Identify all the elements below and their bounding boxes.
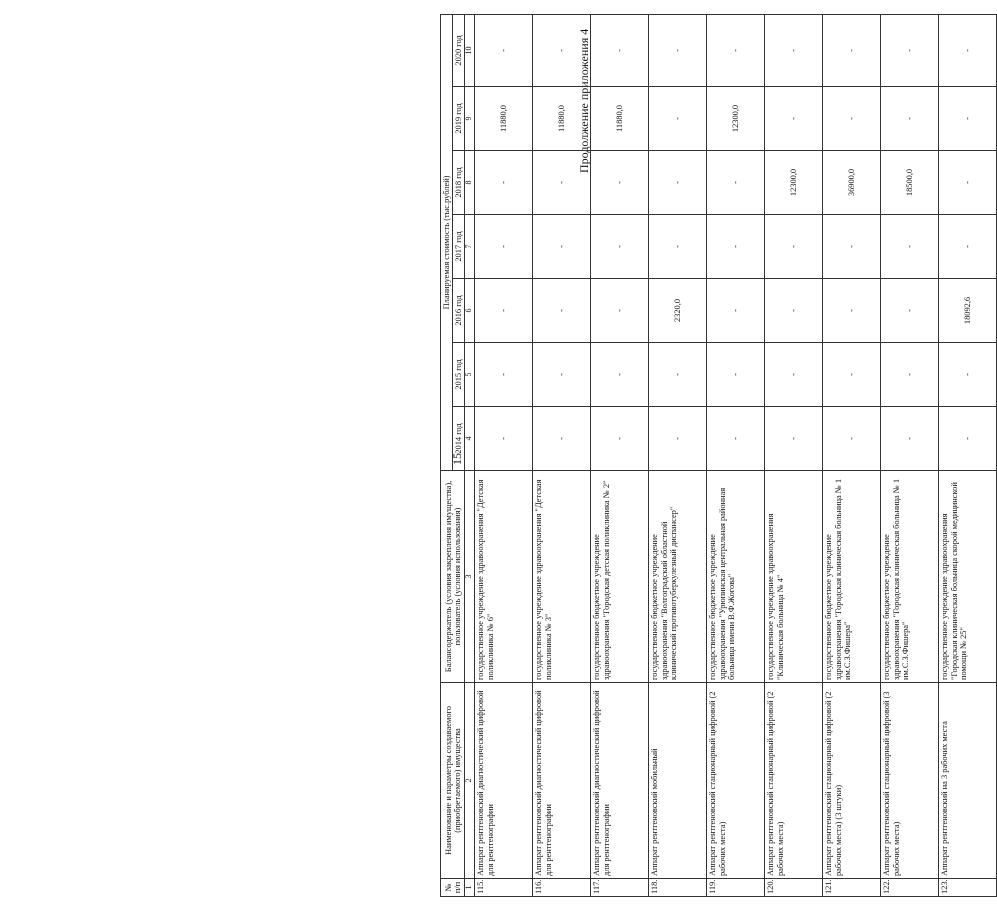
property-name: Аппарат рентгеновский диагностический цифровой для рентгенографии — [533, 683, 591, 879]
property-name: Аппарат рентгеновский на 3 рабочих места — [939, 683, 997, 879]
cost-value: - — [881, 279, 939, 343]
balance-holder: государственное бюджетное учреждение здравоохранения "Городская клиническая больница № 1 им.С.З.Фишера" — [823, 471, 881, 683]
cost-value: - — [881, 87, 939, 151]
property-name: Аппарат рентгеновский стационарный цифровой (2 рабочих места) (3 штуки) — [823, 683, 881, 879]
property-name: Аппарат рентгеновский стационарный цифровой (3 рабочих места) — [881, 683, 939, 879]
header-year: 2018 год — [453, 151, 465, 215]
cost-value: - — [591, 343, 649, 407]
cost-value: - — [881, 343, 939, 407]
property-table — [440, 14, 997, 897]
cost-value: - — [823, 87, 881, 151]
column-index: 5 — [465, 343, 475, 407]
table-row — [881, 14, 939, 896]
balance-holder: государственное бюджетное учреждение здравоохранения "Волгоградский областной клинический противотуберкулезный диспансер" — [649, 471, 707, 683]
header-year: 2014 год — [453, 407, 465, 471]
cost-value: - — [707, 343, 765, 407]
cost-value: 11880,0 — [533, 87, 591, 151]
cost-value: - — [765, 279, 823, 343]
cost-value: - — [881, 14, 939, 86]
table-row — [939, 14, 997, 896]
row-number: 116. — [533, 879, 591, 897]
cost-value: 11880,0 — [475, 87, 533, 151]
header-year: 2020 год — [453, 14, 465, 86]
header-num: № п/п — [441, 879, 465, 897]
cost-value: - — [533, 343, 591, 407]
cost-value: - — [939, 151, 997, 215]
cost-value: - — [707, 215, 765, 279]
cost-value: - — [823, 279, 881, 343]
table-row — [533, 14, 591, 896]
cost-value: 12300,0 — [707, 87, 765, 151]
property-name: Аппарат рентгеновский мобильный — [649, 683, 707, 879]
cost-value: - — [591, 215, 649, 279]
column-index: 7 — [465, 215, 475, 279]
cost-value: - — [533, 215, 591, 279]
cost-value: - — [649, 215, 707, 279]
row-number: 118. — [649, 879, 707, 897]
cost-value: - — [591, 14, 649, 86]
cost-value: - — [881, 215, 939, 279]
column-index-row — [465, 14, 475, 896]
property-name: Аппарат рентгеновский стационарный цифровой (2 рабочих места) — [765, 683, 823, 879]
table-row — [591, 14, 649, 896]
cost-value: - — [475, 279, 533, 343]
cost-value: - — [939, 87, 997, 151]
cost-value: - — [475, 215, 533, 279]
cost-value: - — [707, 279, 765, 343]
cost-value: - — [823, 215, 881, 279]
column-index: 9 — [465, 87, 475, 151]
row-number: 115. — [475, 879, 533, 897]
header-planned-cost: Планируемая стоимость (тыс.рублей) — [441, 14, 453, 470]
column-index: 10 — [465, 14, 475, 86]
header-year: 2019 год — [453, 87, 465, 151]
column-index: 1 — [465, 879, 475, 897]
cost-value: - — [533, 279, 591, 343]
page-number: 15 — [450, 453, 464, 465]
cost-value: - — [649, 407, 707, 471]
header-year: 2016 год — [453, 279, 465, 343]
cost-value: - — [823, 14, 881, 86]
row-number: 123. — [939, 879, 997, 897]
cost-value: - — [707, 14, 765, 86]
cost-value: - — [533, 14, 591, 86]
cost-value: - — [765, 14, 823, 86]
cost-value: - — [939, 215, 997, 279]
cost-value: - — [765, 407, 823, 471]
cost-value: - — [939, 343, 997, 407]
column-index: 4 — [465, 407, 475, 471]
cost-value: - — [823, 407, 881, 471]
balance-holder: государственное учреждение здравоохранения "Детская поликлиника № 3" — [533, 471, 591, 683]
balance-holder: государственное бюджетное учреждение здравоохранения "Городская детская поликлиника № 2" — [591, 471, 649, 683]
cost-value: 11880,0 — [591, 87, 649, 151]
cost-value: - — [533, 151, 591, 215]
cost-value: - — [649, 343, 707, 407]
cost-value: - — [765, 87, 823, 151]
balance-holder: государственное учреждение здравоохранения "Детская поликлиника № 6" — [475, 471, 533, 683]
table-row — [707, 14, 765, 896]
cost-value: 18092,6 — [939, 279, 997, 343]
cost-value: - — [591, 407, 649, 471]
balance-holder: государственное учреждение здравоохранения "Клиническая больница № 4" — [765, 471, 823, 683]
balance-holder: государственное учреждение здравоохранения "Городская клиническая больница скорой медицинской помощи № 25" — [939, 471, 997, 683]
balance-holder: государственное бюджетное учреждение здравоохранения "Городская клиническая больница № 1 им.С.З.Фишера" — [881, 471, 939, 683]
table-row — [649, 14, 707, 896]
header-year: 2017 год — [453, 215, 465, 279]
cost-value: - — [475, 151, 533, 215]
cost-value: - — [533, 407, 591, 471]
cost-value: - — [591, 151, 649, 215]
column-index: 3 — [465, 471, 475, 683]
cost-value: 2320,0 — [649, 279, 707, 343]
table-row — [475, 14, 533, 896]
balance-holder: государственное бюджетное учреждение здравоохранения "Урюпинская центральная районная больница имени В.Ф.Жогова" — [707, 471, 765, 683]
header-row — [441, 14, 453, 896]
property-name: Аппарат рентгеновский диагностический цифровой для рентгенографии — [475, 683, 533, 879]
cost-value: - — [823, 343, 881, 407]
header-year: 2015 год — [453, 343, 465, 407]
cost-value: 36900,0 — [823, 151, 881, 215]
cost-value: 18500,0 — [881, 151, 939, 215]
property-name: Аппарат рентгеновский диагностический цифровой для рентгенографии — [591, 683, 649, 879]
cost-value: - — [475, 14, 533, 86]
cost-value: - — [649, 151, 707, 215]
cost-value: - — [475, 343, 533, 407]
table-row — [823, 14, 881, 896]
row-number: 117. — [591, 879, 649, 897]
row-number: 120. — [765, 879, 823, 897]
row-number: 122. — [881, 879, 939, 897]
cost-value: - — [591, 279, 649, 343]
cost-value: - — [765, 343, 823, 407]
continuation-note: Продолжение приложения 4 — [577, 28, 591, 173]
column-index: 2 — [465, 683, 475, 879]
header-name: Наименование и параметры создаваемого (приобретаемого) имущества — [441, 683, 465, 879]
cost-value: - — [939, 14, 997, 86]
row-number: 121. — [823, 879, 881, 897]
cost-value: - — [765, 215, 823, 279]
cost-value: - — [707, 151, 765, 215]
cost-value: - — [939, 407, 997, 471]
row-number: 119. — [707, 879, 765, 897]
cost-value: - — [707, 407, 765, 471]
cost-value: - — [649, 87, 707, 151]
cost-value: - — [649, 14, 707, 86]
cost-value: - — [881, 407, 939, 471]
property-name: Аппарат рентгеновский стационарный цифровой (2 рабочих места) — [707, 683, 765, 879]
cost-value: - — [475, 407, 533, 471]
column-index: 8 — [465, 151, 475, 215]
column-index: 6 — [465, 279, 475, 343]
header-holder: Балансодержатель (условия закрепления имущества), пользователь (условия использования) — [441, 471, 465, 683]
cost-value: 12300,0 — [765, 151, 823, 215]
table-row — [765, 14, 823, 896]
